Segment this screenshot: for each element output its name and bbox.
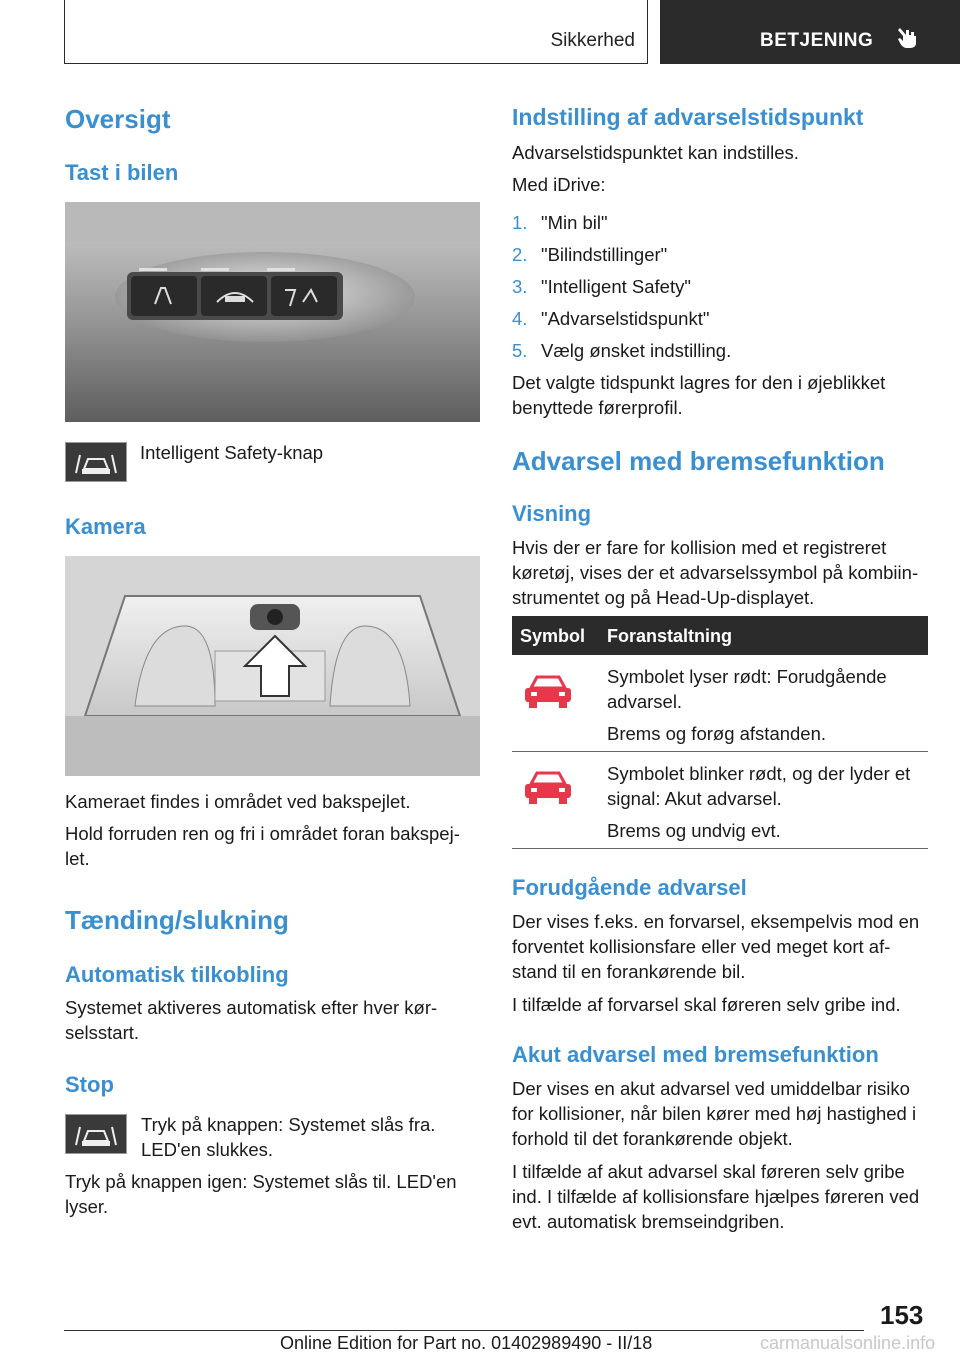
setting-paragraph-1: Advarselstidspunktet kan indstilles. <box>512 142 799 163</box>
table-col-action: Foranstaltning <box>607 626 732 646</box>
stop-paragraph: Tryk på knappen igen: Systemet slås til. LED'en lyser. <box>65 1171 457 1217</box>
heading-auto-activation: Automatisk tilkobling <box>65 962 289 987</box>
table-row-2-text: Symbolet blinker rødt, og der lyder et signal: Akut advarsel. <box>607 763 911 809</box>
heading-warning-time-setting: Indstilling af advarselstidspunkt <box>512 104 864 130</box>
table-col-symbol: Symbol <box>520 626 586 646</box>
header-chapter-title: BETJENING <box>760 30 874 51</box>
page-number: 153 <box>880 1300 924 1330</box>
setting-paragraph-3: Det valgte tidspunkt lagres for den i øjeblikket benyttede førerprofil. <box>512 372 886 418</box>
heading-pre-warning: Forudgående advarsel <box>512 875 747 900</box>
button-caption: Intelligent Safety-knap <box>140 442 324 463</box>
intelligent-safety-button-icon <box>65 442 127 482</box>
pre-warning-paragraph-2: I tilfælde af forvarsel skal føreren selv gribe ind. <box>512 994 901 1015</box>
pointing-hand-icon <box>896 24 920 50</box>
stop-caption: Tryk på knappen: Systemet slås fra. LED'en slukkes. <box>141 1114 436 1160</box>
heading-display: Visning <box>512 501 592 526</box>
heading-button-in-car: Tast i bilen <box>65 160 179 185</box>
heading-brake-warning: Advarsel med bremsefunktion <box>512 446 885 476</box>
footer-divider <box>64 1330 864 1331</box>
table-row-divider <box>512 848 928 849</box>
watermark: carmanualsonline.info <box>760 1333 936 1353</box>
heading-overview: Oversigt <box>65 104 171 134</box>
camera-location-photo <box>65 556 480 776</box>
camera-paragraph-2: Hold forruden ren og fri i området foran bakspej- let. <box>65 823 460 869</box>
auto-paragraph: Systemet aktiveres automatisk efter hver kør- selsstart. <box>65 997 438 1043</box>
table-header <box>512 616 928 655</box>
button-panel-photo <box>65 202 480 422</box>
setting-paragraph-2: Med iDrive: <box>512 174 606 195</box>
table-row-1-action: Brems og forøg afstanden. <box>607 723 827 744</box>
pre-warning-paragraph-1: Der vises f.eks. en forvarsel, eksempelvis mod en forventet kollisionsfare eller ved meget kort af- stand til en forankørende bil. <box>512 911 920 982</box>
acute-paragraph-2: I tilfælde af akut advarsel skal føreren selv gribe ind. I tilfælde af kollisionsfare hjælpes føreren ved evt. automatisk bremseindgriben. <box>512 1161 920 1232</box>
car-warning-red-icon <box>523 674 573 710</box>
table-row-2-action: Brems og undvig evt. <box>607 820 781 841</box>
header-section-title: Sikkerhed <box>550 30 635 51</box>
display-paragraph: Hvis der er fare for kollision med et registreret køretøj, vises der et advarselssymbol på kombiin- strumentet og på Head-Up-displayet. <box>512 537 919 608</box>
car-warning-blinking-icon <box>523 770 573 806</box>
acute-paragraph-1: Der vises en akut advarsel ved umiddelbar risiko for kollisioner, når bilen kører med høj hastighed i forhold til det forankørende objekt. <box>512 1078 917 1149</box>
header-section-box <box>64 0 648 64</box>
table-row-divider <box>512 751 928 752</box>
table-row-1-text: Symbolet lyser rødt: Forudgående advarsel. <box>607 666 887 712</box>
heading-on-off: Tænding/slukning <box>65 905 289 935</box>
intelligent-safety-button-icon-2 <box>65 1114 127 1154</box>
header-chapter-box <box>660 0 960 64</box>
heading-camera: Kamera <box>65 514 146 539</box>
camera-paragraph-1: Kameraet findes i området ved bakspejlet. <box>65 791 411 812</box>
heading-acute-warning: Akut advarsel med bremsefunktion <box>512 1042 879 1067</box>
footer-edition: Online Edition for Part no. 01402989490 - II/18 <box>280 1333 653 1353</box>
heading-stop: Stop <box>65 1072 114 1097</box>
